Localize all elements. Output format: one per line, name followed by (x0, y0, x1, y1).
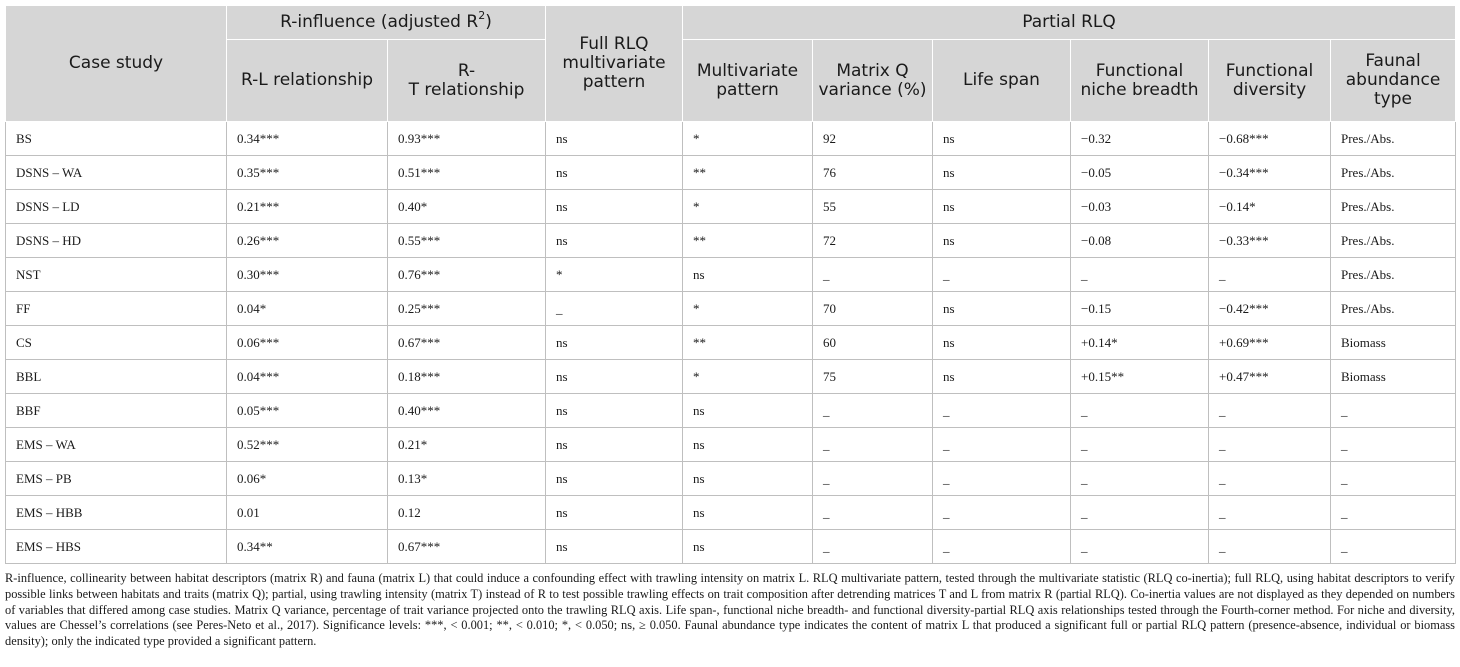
table-cell: _ (1071, 496, 1209, 530)
table-cell: _ (933, 462, 1071, 496)
table-cell: 72 (813, 224, 933, 258)
table-cell: 0.76*** (388, 258, 546, 292)
table-cell: _ (933, 496, 1071, 530)
table-cell: 0.34** (227, 530, 388, 564)
table-cell: _ (1071, 258, 1209, 292)
table-cell: CS (6, 326, 227, 360)
table-cell: ns (683, 258, 813, 292)
table-cell: ns (546, 190, 683, 224)
table-cell: _ (1331, 530, 1456, 564)
table-cell: −0.14* (1209, 190, 1331, 224)
table-cell: BBL (6, 360, 227, 394)
table-cell: Pres./Abs. (1331, 190, 1456, 224)
table-cell: * (546, 258, 683, 292)
table-cell: ns (546, 224, 683, 258)
table-cell: ns (546, 428, 683, 462)
table-cell: _ (1209, 258, 1331, 292)
table-row (6, 326, 1456, 360)
table-cell: 0.25*** (388, 292, 546, 326)
table-cell: EMS – HBB (6, 496, 227, 530)
header-rt-relationship: R- T relationship (388, 40, 546, 122)
table-cell: _ (813, 428, 933, 462)
table-cell: 0.04*** (227, 360, 388, 394)
table-cell: ns (546, 360, 683, 394)
table-footnote: R-influence, collinearity between habitat descriptors (matrix R) and fauna (matrix L) that could induce a confounding effect with trawling intensity on matrix L. RLQ multivariate pattern, tested through the multivariate statistic (RLQ co-inertia); full RLQ, using habitat descriptors to verify possible links between habitats and traits (matrix Q); partial, using trawling intensity (matrix T) instead of R to test possible trawling effects on trait composition after detrending matrices T and L from matrix R (partial RLQ). Co-inertia values are not displayed as they depended on numbers of variables that differed among case studies. Matrix Q variance, percentage of trait variance projected onto the trawling RLQ axis. Life span-, functional niche breadth- and functional diversity-partial RLQ axis relationships tested through the Fourth-corner method. For niche and diversity, values are Chessel’s correlations (see Peres-Neto et al., 2017). Significance levels: ***, < 0.001; **, < 0.010; *, < 0.050; ns, ≥ 0.050. Faunal abundance type indicates the content of matrix L that produced a significant full or partial RLQ pattern (presence-absence, individual or biomass density); only the indicated type provided a significant pattern. (5, 571, 1455, 649)
table-cell: _ (1331, 462, 1456, 496)
table-cell: −0.15 (1071, 292, 1209, 326)
table-cell: _ (813, 530, 933, 564)
table-cell: 0.06* (227, 462, 388, 496)
table-row (6, 428, 1456, 462)
header-matrix-q-variance: Matrix Q variance (%) (813, 40, 933, 122)
header-full-rlq: Full RLQ multivariate pattern (546, 6, 683, 122)
table-cell: ** (683, 326, 813, 360)
table-cell: ns (683, 428, 813, 462)
table-cell: −0.33*** (1209, 224, 1331, 258)
table-cell: _ (1331, 394, 1456, 428)
results-table (5, 5, 1456, 564)
table-cell: −0.42*** (1209, 292, 1331, 326)
table-cell: _ (813, 394, 933, 428)
table-cell: _ (933, 258, 1071, 292)
table-row (6, 360, 1456, 394)
table-cell: 0.21*** (227, 190, 388, 224)
table-cell: _ (1071, 394, 1209, 428)
table-row (6, 224, 1456, 258)
table-cell: ns (683, 496, 813, 530)
table-cell: 0.26*** (227, 224, 388, 258)
table-cell: +0.15** (1071, 360, 1209, 394)
table-cell: Pres./Abs. (1331, 292, 1456, 326)
table-cell: −0.05 (1071, 156, 1209, 190)
table-cell: ** (683, 156, 813, 190)
table-cell: ns (546, 156, 683, 190)
table-cell: _ (1209, 496, 1331, 530)
table-cell: +0.47*** (1209, 360, 1331, 394)
table-cell: BBF (6, 394, 227, 428)
table-cell: −0.68*** (1209, 122, 1331, 156)
table-cell: 0.06*** (227, 326, 388, 360)
table-cell: Pres./Abs. (1331, 224, 1456, 258)
table-cell: ns (933, 156, 1071, 190)
table-cell: _ (1071, 428, 1209, 462)
table-cell: 0.51*** (388, 156, 546, 190)
table-cell: ns (546, 122, 683, 156)
table-cell: EMS – HBS (6, 530, 227, 564)
header-partial-rlq: Partial RLQ (683, 6, 1456, 40)
table-cell: 0.52*** (227, 428, 388, 462)
table-cell: 0.13* (388, 462, 546, 496)
table-cell: 60 (813, 326, 933, 360)
header-rl-relationship: R-L relationship (227, 40, 388, 122)
table-cell: ns (546, 462, 683, 496)
table-cell: +0.69*** (1209, 326, 1331, 360)
table-cell: Biomass (1331, 326, 1456, 360)
table-cell: ns (933, 326, 1071, 360)
table-cell: 0.04* (227, 292, 388, 326)
table-cell: _ (933, 428, 1071, 462)
table-cell: Pres./Abs. (1331, 258, 1456, 292)
table-cell: ns (683, 530, 813, 564)
table-cell: * (683, 360, 813, 394)
table-row (6, 258, 1456, 292)
table-cell: ns (933, 122, 1071, 156)
table-cell: Biomass (1331, 360, 1456, 394)
table-cell: 0.12 (388, 496, 546, 530)
table-row (6, 496, 1456, 530)
table-cell: _ (1209, 462, 1331, 496)
table-row (6, 530, 1456, 564)
table-cell: EMS – WA (6, 428, 227, 462)
table-cell: 0.21* (388, 428, 546, 462)
header-r-influence: R-influence (adjusted $R^2$) (227, 6, 546, 40)
table-cell: −0.32 (1071, 122, 1209, 156)
table-cell: ns (546, 530, 683, 564)
header-functional-diversity: Functional diversity (1209, 40, 1331, 122)
table-cell: _ (1331, 496, 1456, 530)
table-cell: _ (1071, 530, 1209, 564)
table-cell: ns (546, 496, 683, 530)
table-body (6, 122, 1456, 564)
table-cell: 0.35*** (227, 156, 388, 190)
table-cell: 0.01 (227, 496, 388, 530)
table-cell: _ (1071, 462, 1209, 496)
table-cell: _ (1209, 428, 1331, 462)
table-row (6, 292, 1456, 326)
table-cell: NST (6, 258, 227, 292)
table-cell: −0.34*** (1209, 156, 1331, 190)
table-cell: ns (933, 190, 1071, 224)
table-cell: 92 (813, 122, 933, 156)
table-cell: 75 (813, 360, 933, 394)
table-cell: 0.67*** (388, 530, 546, 564)
table-cell: _ (933, 394, 1071, 428)
table-row (6, 122, 1456, 156)
table-cell: 55 (813, 190, 933, 224)
table-cell: _ (1209, 394, 1331, 428)
table-cell: 0.55*** (388, 224, 546, 258)
table-cell: _ (813, 258, 933, 292)
table-cell: 0.67*** (388, 326, 546, 360)
table-cell: 0.05*** (227, 394, 388, 428)
table-cell: 76 (813, 156, 933, 190)
header-multivariate-pattern: Multivariate pattern (683, 40, 813, 122)
table-cell: _ (1331, 428, 1456, 462)
table-row (6, 156, 1456, 190)
header-functional-niche-breadth: Functional niche breadth (1071, 40, 1209, 122)
table-cell: Pres./Abs. (1331, 156, 1456, 190)
table-cell: 0.93*** (388, 122, 546, 156)
table-cell: ns (546, 326, 683, 360)
table-cell: Pres./Abs. (1331, 122, 1456, 156)
header-life-span: Life span (933, 40, 1071, 122)
table-cell: DSNS – HD (6, 224, 227, 258)
table-cell: * (683, 292, 813, 326)
table-cell: 0.30*** (227, 258, 388, 292)
table-row (6, 190, 1456, 224)
table-cell: ** (683, 224, 813, 258)
table-cell: ns (933, 360, 1071, 394)
table-cell: 70 (813, 292, 933, 326)
table-cell: 0.40* (388, 190, 546, 224)
table-container (5, 5, 1455, 650)
table-cell: FF (6, 292, 227, 326)
table-cell: −0.08 (1071, 224, 1209, 258)
table-cell: ns (546, 394, 683, 428)
table-row (6, 462, 1456, 496)
table-header (6, 6, 1456, 122)
table-cell: * (683, 122, 813, 156)
table-cell: DSNS – WA (6, 156, 227, 190)
table-cell: ns (933, 292, 1071, 326)
table-cell: 0.40*** (388, 394, 546, 428)
table-cell: _ (813, 496, 933, 530)
table-cell: * (683, 190, 813, 224)
table-cell: 0.34*** (227, 122, 388, 156)
table-cell: DSNS – LD (6, 190, 227, 224)
table-cell: ns (683, 394, 813, 428)
table-cell: 0.18*** (388, 360, 546, 394)
table-cell: ns (683, 462, 813, 496)
header-faunal-abundance-type: Faunal abundance type (1331, 40, 1456, 122)
table-cell: _ (546, 292, 683, 326)
table-cell: +0.14* (1071, 326, 1209, 360)
table-cell: ns (933, 224, 1071, 258)
table-cell: _ (1209, 530, 1331, 564)
table-cell: BS (6, 122, 227, 156)
table-cell: −0.03 (1071, 190, 1209, 224)
table-cell: _ (813, 462, 933, 496)
header-case-study: Case study (6, 6, 227, 122)
table-cell: EMS – PB (6, 462, 227, 496)
table-cell: _ (933, 530, 1071, 564)
table-row (6, 394, 1456, 428)
